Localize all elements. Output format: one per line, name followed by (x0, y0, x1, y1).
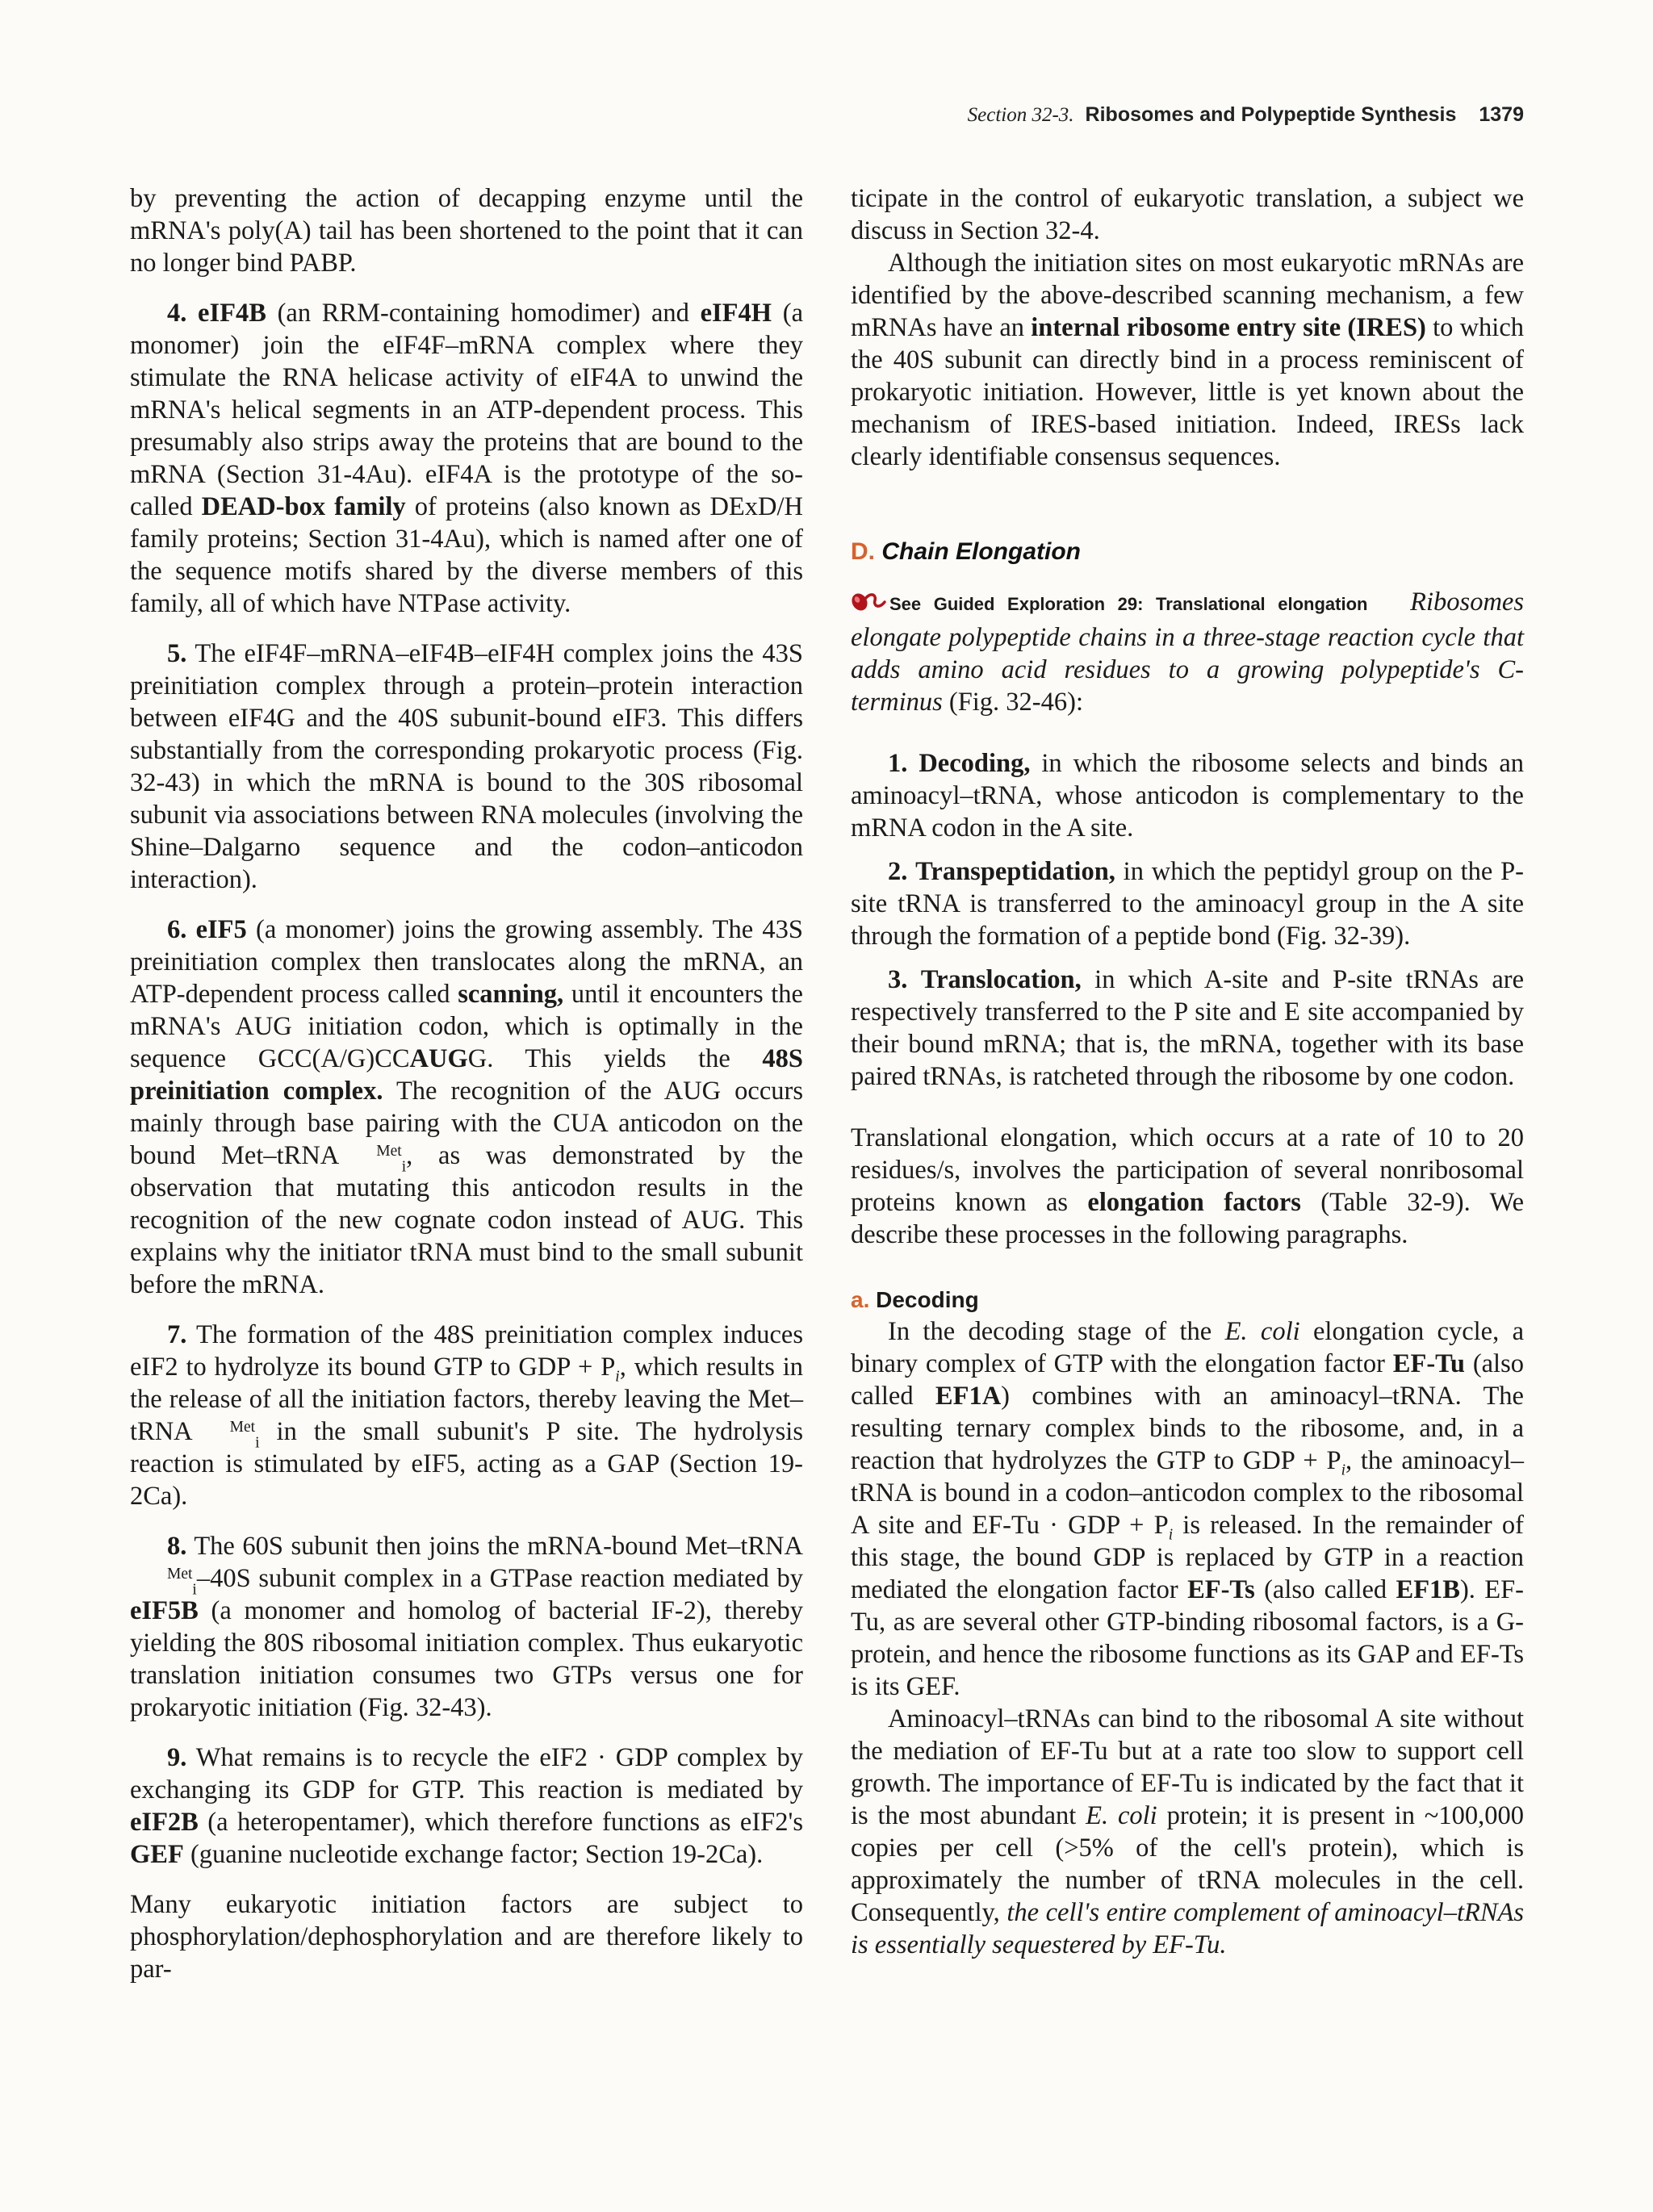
header-title: Ribosomes and Polypeptide Synthesis (1085, 103, 1457, 126)
paragraph: ticipate in the control of eukaryotic translation, a subject we discuss in Section 32-4. (851, 184, 1524, 245)
subsection-heading-a: a. Decoding (851, 1287, 979, 1312)
list-item-7: 7. The formation of the 48S preinitiation complex induces eIF2 to hydrolyze its bound GTP to GDP + $P_i$, which results in the release of all the initiation factors, thereby leaving the Met–tRNA $^{Met}_i$ in the small subunit's P site. The hydrolysis reaction is stimulated by eIF5, acting as a GAP (Section 19-2Ca). (130, 1320, 803, 1511)
list-item-3: 3. Translocation, in which A-site and P-site tRNAs are respectively transferred to the P site and E site accompanied by their bound mRNA; that is, the mRNA, together with its base paired tRNAs, is ratcheted through the ribosome by one codon. (851, 965, 1525, 1091)
page-number: 1379 (1479, 103, 1524, 126)
list-item-9: 9. What remains is to recycle the eIF2 · GDP complex by exchanging its GDP for GTP. This reaction is mediated by eIF2B (a heteropentamer), which therefore functions as eIF2's GEF (guanine nucleotide exchange factor; Section 19-2Ca). (130, 1743, 803, 1869)
paragraph: Aminoacyl–tRNAs can bind to the ribosomal A site without the mediation of EF-Tu but at a rate too slow to support cell growth. The importance of EF-Tu is indicated by the fact that it is the most abundant E. coli protein; it is present in ~100,000 copies per cell (>5% of the cell's protein), which is approximately the number of tRNA molecules in the cell. Consequently, the cell's entire complement of aminoacyl–tRNAs is essentially sequestered by EF-Tu. (851, 1704, 1525, 1959)
running-header (907, 103, 1524, 136)
list-item-4: 4. eIF4B (an RRM-containing homodimer) and eIF4H (a monomer) join the eIF4F–mRNA complex where they stimulate the RNA helicase activity of eIF4A to unwind the mRNA's helical segments in an ATP-dependent process. This presumably also strips away the proteins that are bound to the mRNA (Section 31-4Au). eIF4A is the prototype of the so-called DEAD-box family of proteins (also known as DExD/H family proteins; Section 31-4Au), which is named after one of the sequence motifs shared by the diverse members of this family, all of which have NTPase activity. (130, 299, 803, 618)
list-item-6: 6. eIF5 (a monomer) joins the growing assembly. The 43S preinitiation complex then translocates along the mRNA, an ATP-dependent process called scanning, until it encounters the mRNA's AUG initiation codon, which is optimally in the sequence GCC(A/G)CCAUGG. This yields the 48S preinitiation complex. The recognition of the AUG occurs mainly through base pairing with the CUA anticodon on the bound Met–tRNA $^{Met}_i$, as was demonstrated by the observation that mutating this anticodon results in the recognition of the new cognate codon instead of AUG. This explains why the initiator tRNA must bind to the small subunit before the mRNA. (130, 915, 804, 1299)
section-heading-d: D. Chain Elongation (851, 538, 1081, 565)
left-column (130, 182, 803, 1985)
paragraph: Many eukaryotic initiation factors are subject to phosphorylation/dephosphorylation and are therefore likely to par- (130, 1890, 803, 1984)
paragraph: by preventing the action of decapping enzyme until the mRNA's poly(A) tail has been shortened to the point that it can no longer bind PABP. (130, 184, 803, 278)
paragraph: Translational elongation, which occurs at a rate of 10 to 20 residues/s, involves the participation of several nonribosomal proteins known as elongation factors (Table 32-9). We describe these processes in the following paragraphs. (851, 1123, 1525, 1249)
list-item-8: 8. The 60S subunit then joins the mRNA-bound Met–tRNA$^{Met}_i$–40S subunit complex in a GTPase reaction mediated by eIF5B (a monomer and homolog of bacterial IF-2), thereby yielding the 80S ribosomal initiation complex. Thus eukaryotic translation initiation consumes two GTPs versus one for prokaryotic initiation (Fig. 32-43). (130, 1532, 803, 1722)
guided-exploration-icon[interactable] (851, 589, 886, 621)
paragraph: In the decoding stage of the E. coli elongation cycle, a binary complex of GTP with the elongation factor EF-Tu (also called EF1A) combines with an aminoacyl–tRNA. The resulting ternary complex binds to the ribosome, and, in a reaction that hydrolyzes the GTP to GDP + $P_i$, the aminoacyl–tRNA is bound in a codon–anticodon complex to the ribosomal A site and EF-Tu · GDP + $P_i$ is released. In the remainder of this stage, the bound GDP is replaced by GTP in a reaction mediated the elongation factor EF-Ts (also called EF1B). EF-Tu, as are several other GTP-binding ribosomal factors, is a G-protein, and hence the ribosome functions as its GAP and EF-Ts is its GEF. (851, 1317, 1525, 1701)
paragraph: Although the initiation sites on most eukaryotic mRNAs are identified by the above-described scanning mechanism, a few mRNAs have an internal ribosome entry site (IRES) to which the 40S subunit can directly bind in a process reminiscent of prokaryotic initiation. However, little is yet known about the mechanism of IRES-based initiation. Indeed, IRESs lack clearly identifiable consensus sequences. (851, 249, 1524, 471)
list-item-2: 2. Transpeptidation, in which the peptidyl group on the P-site tRNA is transferred to the aminoacyl group in the A site through the formation of a peptide bond (Fig. 32-39). (851, 857, 1525, 951)
list-item-5: 5. The eIF4F–mRNA–eIF4B–eIF4H complex joins the 43S preinitiation complex through a protein–protein interaction between eIF4G and the 40S subunit-bound eIF3. This differs substantially from the corresponding prokaryotic process (Fig. 32-43) in which the mRNA is bound to the 30S ribosomal subunit via associations between RNA molecules (involving the Shine–Dalgarno sequence and the codon–anticodon interaction). (130, 639, 803, 894)
guided-exploration: See Guided Exploration 29: Translational elongation Ribosomes elongate polypeptide chains in a three-stage reaction cycle that adds amino acid residues to a growing polypeptide's C-terminus (Fig. 32-46): (851, 586, 1524, 718)
header-section: Section 32-3. (967, 104, 1074, 126)
right-column (851, 182, 1524, 1961)
guided-exploration-link[interactable]: See Guided Exploration 29: Translational elongation (889, 594, 1368, 614)
list-item-1: 1. Decoding, in which the ribosome selects and binds an aminoacyl–tRNA, whose anticodon is complementary to the mRNA codon in the A site. (851, 749, 1525, 843)
